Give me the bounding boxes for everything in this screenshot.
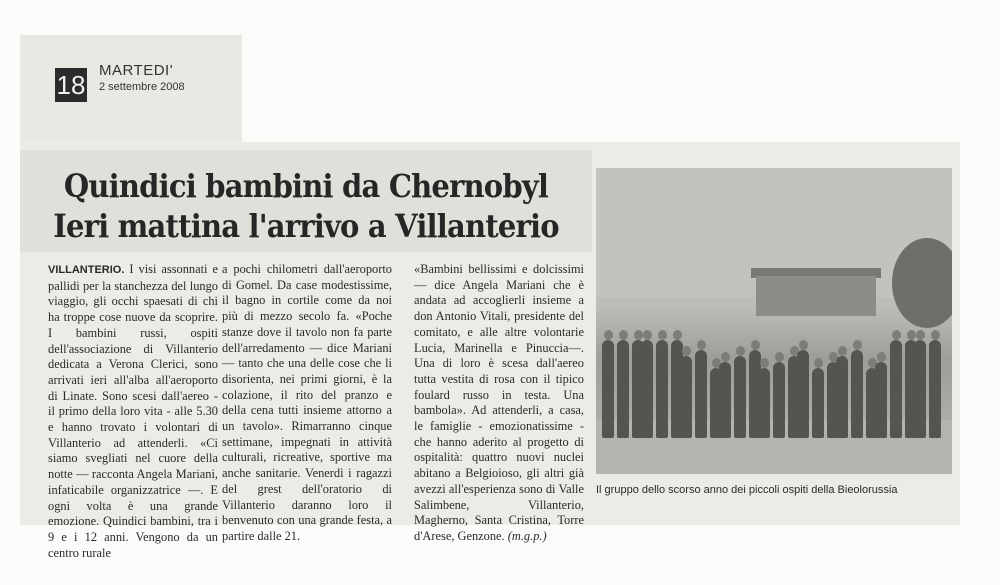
person-silhouette <box>797 350 809 438</box>
person-silhouette <box>890 340 902 438</box>
person-head <box>604 330 613 340</box>
column-1-text: I visi assonnati e pallidi per la stanchezza del lungo viaggio, gli occhi spaesati di chi ha troppe cose nuove da scoprire. I bambini russi, ospiti dell'associazione di Villanterio dedicata a Verona Clerici, sono arrivati ieri all'alba all'aeroporto di Linate. Sono scesi dall'aereo - il primo della loro vita - alle 5.30 e hanno trovato i volontari di Villanterio ad attenderli. «Ci siamo svegliati nel cuore della notte — racconta Angela Mariani, infaticabile organizzatrice —. E ogni volta è una grande emozione. Quindici bambini, tra i 9 e i 12 anni. Vengono da un centro rurale <box>48 262 218 560</box>
author-signature: (m.g.p.) <box>507 528 547 543</box>
person-head <box>721 352 730 362</box>
person-head <box>892 330 901 340</box>
person-head <box>838 346 847 356</box>
person-head <box>643 330 652 340</box>
person-silhouette <box>734 356 746 438</box>
person-head <box>760 358 769 368</box>
person-head <box>799 340 808 350</box>
photo-crowd <box>596 308 952 438</box>
person-silhouette <box>641 340 653 438</box>
person-head <box>916 330 925 340</box>
person-silhouette <box>719 362 731 438</box>
person-head <box>673 330 682 340</box>
person-silhouette <box>773 362 785 438</box>
person-silhouette <box>914 340 926 438</box>
photo-caption: Il gruppo dello scorso anno dei piccoli ospiti della Bieolorussia <box>596 484 898 496</box>
column-3-text: «Bambini bellissimi e dolcissimi — dice Angela Mariani che è andata ad accoglierli insieme a don Antonio Vitali, presidente del comitato, e alle altre volontarie Lucia, Marinella e Pinuccia—. Una di loro è scesa dall'aereo tutta vestita di rosa con il tipico foulard russo in testa. Una bambola». Ad attenderli, a casa, le famiglie - emozionatissime - che hanno aderito al progetto di ospitalità: quattro nuovi nuclei abitano a Belgioioso, gli altri già avezzi all'esperienza sono di Valle Salimbene, Villanterio, Magherno, Santa Cristina, Torre d'Arese, Genzone. <box>414 262 584 543</box>
group-photo-icon <box>596 168 952 474</box>
person-silhouette <box>836 356 848 438</box>
person-silhouette <box>758 368 770 438</box>
person-head <box>634 330 643 340</box>
page-number: 18 <box>56 70 86 100</box>
article-column-1 <box>48 262 218 561</box>
person-head <box>907 330 916 340</box>
publication-date: 2 settembre 2008 <box>99 81 185 93</box>
person-silhouette <box>602 340 614 438</box>
person-head <box>853 340 862 350</box>
person-silhouette <box>812 368 824 438</box>
person-head <box>736 346 745 356</box>
person-silhouette <box>851 350 863 438</box>
headline-line-2: Ieri mattina l'arrivo a Villanterio <box>53 207 559 245</box>
person-head <box>682 346 691 356</box>
article-column-2: a pochi chilometri dall'aeroporto di Gomel. Da case modestissime, il bagno in cortile come da noi più di mezzo secolo fa. «Poche stanze dove il tavolo non fa parte dell'arredamento — dice Mariani — tanto che una delle cose che li disorienta, nei primi giorni, è la colazione, il rito del pranzo e della cena tutti insieme attorno a un tavolo». Rimarranno cinque settimane, impegnati in attività culturali, ricreative, sportive ma anche sanitarie. Venerdì i ragazzi del grest dell'oratorio di Villanterio daranno loro il benvenuto con una grande festa, a partire dalle 21. <box>222 262 392 543</box>
headline-line-1: Quindici bambini da Chernobyl <box>63 167 549 205</box>
person-head <box>658 330 667 340</box>
person-silhouette <box>617 340 629 438</box>
person-head <box>877 352 886 362</box>
person-silhouette <box>656 340 668 438</box>
article-column-3 <box>414 262 584 545</box>
person-head <box>619 330 628 340</box>
person-head <box>751 340 760 350</box>
person-head <box>814 358 823 368</box>
dateline: VILLANTERIO. <box>48 264 125 276</box>
person-silhouette <box>680 356 692 438</box>
person-silhouette <box>695 350 707 438</box>
person-silhouette <box>875 362 887 438</box>
person-head <box>775 352 784 362</box>
person-head <box>931 330 940 340</box>
person-silhouette <box>929 340 941 438</box>
person-head <box>697 340 706 350</box>
weekday: MARTEDI' <box>99 62 174 79</box>
